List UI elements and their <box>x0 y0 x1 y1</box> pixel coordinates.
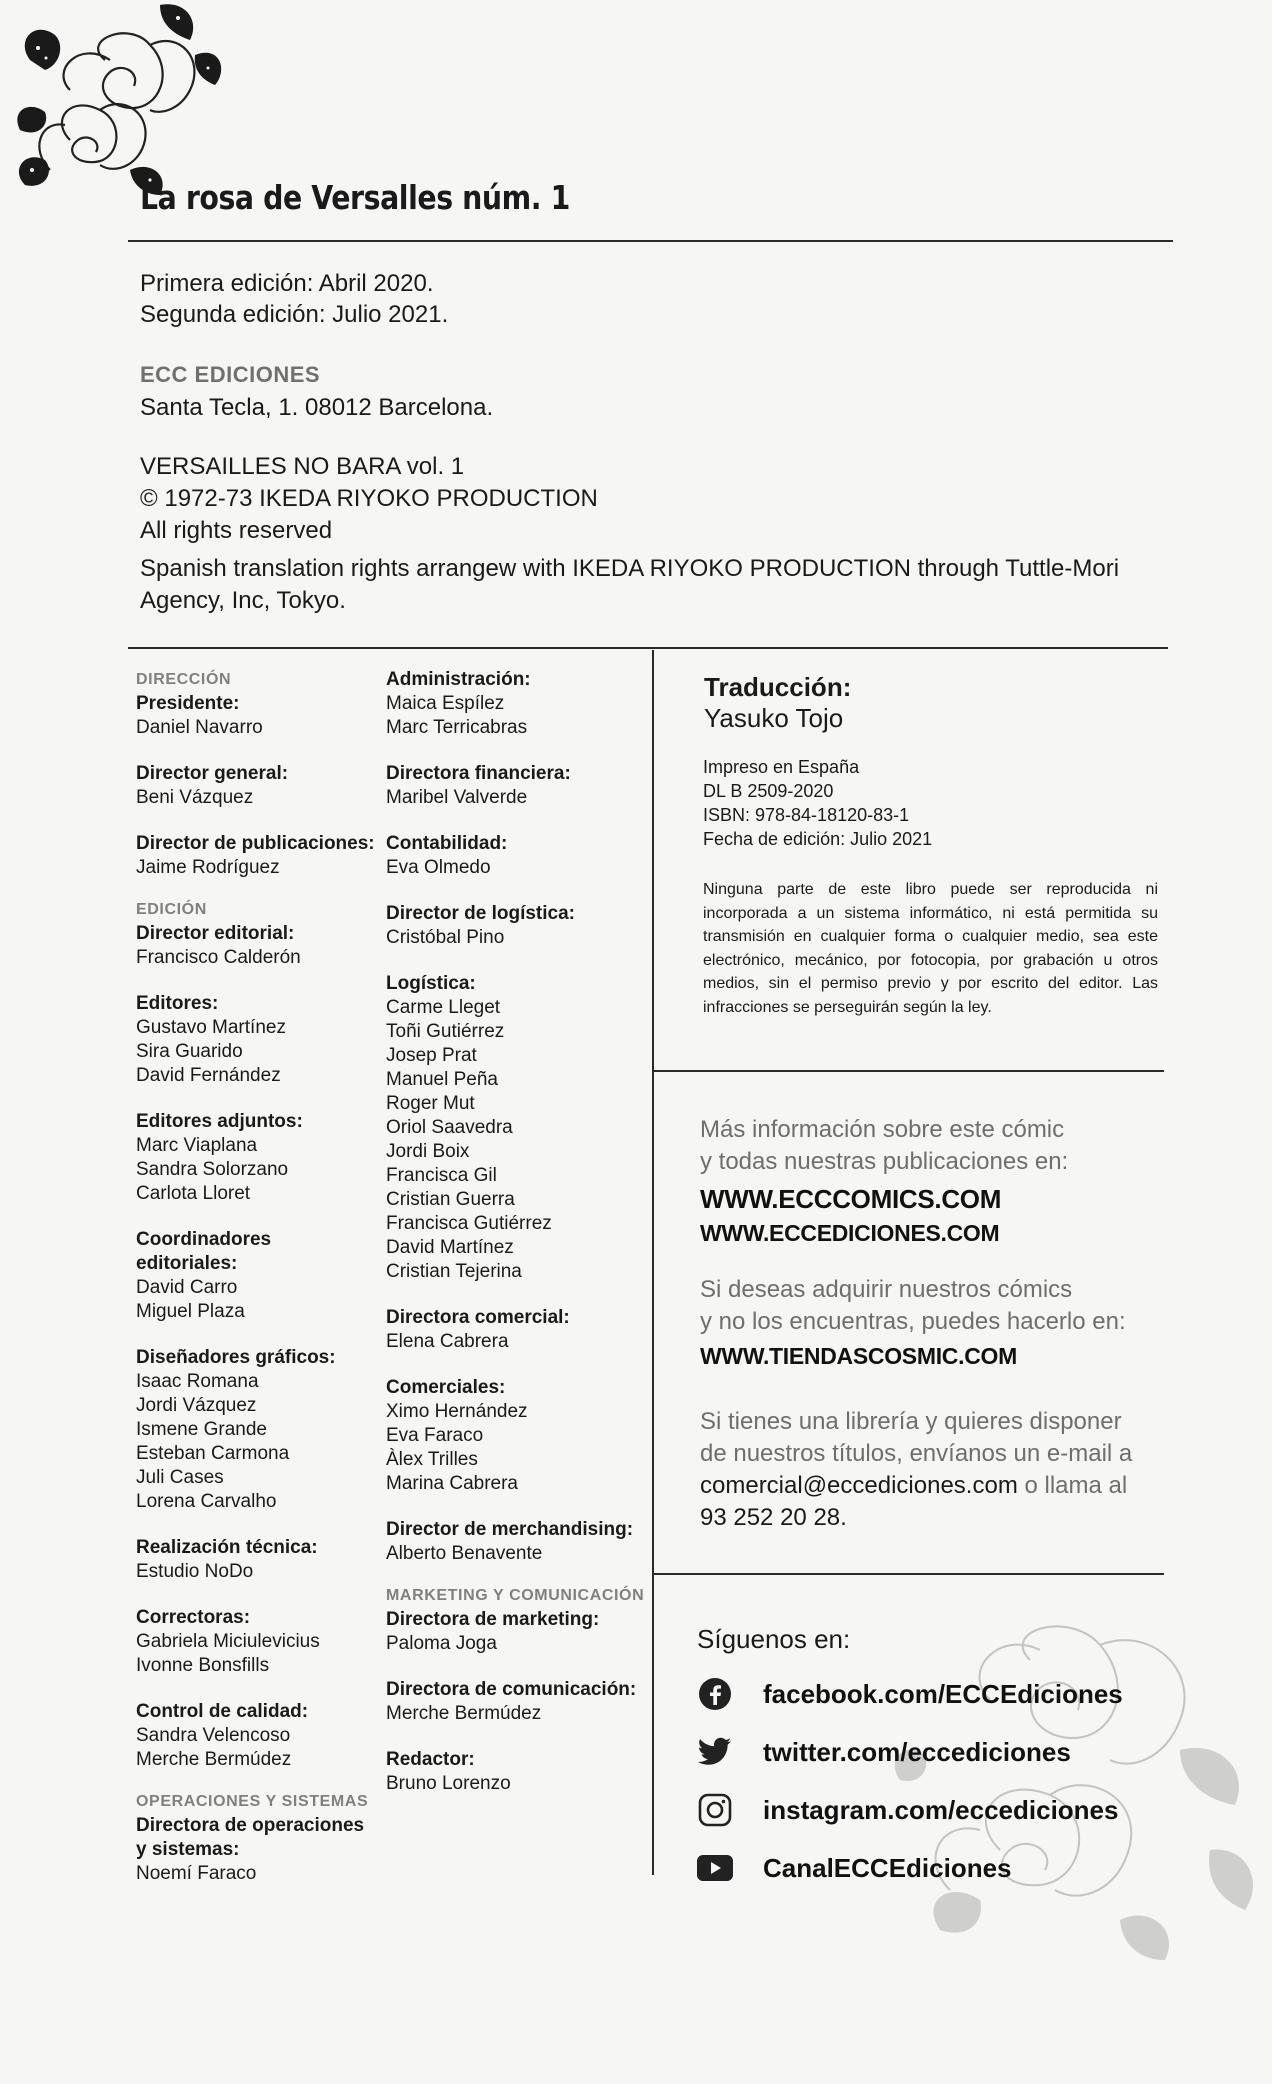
name-logistica: Francisca Gutiérrez <box>386 1213 552 1234</box>
name-logistica: Josep Prat <box>386 1045 477 1066</box>
role-director-merchandising: Director de merchandising: <box>386 1519 634 1540</box>
name-correctora: Ivonne Bonsfills <box>136 1655 270 1676</box>
role-redactor: Redactor: <box>386 1749 475 1770</box>
publisher-address: Santa Tecla, 1. 08012 Barcelona. <box>140 394 494 421</box>
twitter-label: twitter.com/eccediciones <box>763 1736 1071 1767</box>
second-edition: Segunda edición: Julio 2021. <box>140 301 449 328</box>
section-operaciones: OPERACIONES Y SISTEMAS <box>136 1793 369 1810</box>
shop-info-line-2: de nuestros títulos, envíanos un e-mail a <box>700 1440 1133 1467</box>
shop-info-line-3 <box>700 1470 1127 1502</box>
role-directora-comercial: Directora comercial: <box>386 1307 570 1328</box>
publisher-name: ECC EDICIONES <box>140 362 321 387</box>
name-redactor: Bruno Lorenzo <box>386 1773 511 1794</box>
youtube-icon <box>697 1850 733 1886</box>
role-editores-adjuntos: Editores adjuntos: <box>136 1111 303 1132</box>
name-logistica: Cristian Tejerina <box>386 1261 522 1282</box>
section-divider <box>128 647 1168 649</box>
social-youtube[interactable] <box>697 1848 1012 1888</box>
social-facebook[interactable] <box>697 1674 1123 1714</box>
role-comerciales: Comerciales: <box>386 1377 506 1398</box>
isbn: ISBN: 978-84-18120-83-1 <box>703 805 910 825</box>
name-director-general: Beni Vázquez <box>136 787 254 808</box>
name-disenador: Jordi Vázquez <box>136 1395 257 1416</box>
name-disenador: Esteban Carmona <box>136 1443 290 1464</box>
role-control-calidad: Control de calidad: <box>136 1701 309 1722</box>
role-contabilidad: Contabilidad: <box>386 833 508 854</box>
name-logistica: Carme Lleget <box>386 997 501 1018</box>
name-director-merchandising: Alberto Benavente <box>386 1543 543 1564</box>
name-editor-adjunto: Marc Viaplana <box>136 1135 258 1156</box>
credits-column-2 <box>386 668 646 1818</box>
buy-info-line-2: y no los encuentras, puedes hacerlo en: <box>700 1308 1126 1335</box>
name-disenador: Isaac Romana <box>136 1371 259 1392</box>
tiendascosmic-link[interactable]: WWW.TIENDASCOSMIC.COM <box>700 1343 1017 1369</box>
instagram-icon <box>697 1792 733 1828</box>
facebook-icon <box>697 1676 733 1712</box>
name-logistica: Manuel Peña <box>386 1069 498 1090</box>
name-editor: Sira Guarido <box>136 1041 243 1062</box>
name-disenador: Juli Cases <box>136 1467 224 1488</box>
legal-deposit: DL B 2509-2020 <box>703 781 834 801</box>
role-realizacion-tecnica: Realización técnica: <box>136 1537 318 1558</box>
role-editores: Editores: <box>136 993 219 1014</box>
youtube-label: CanalECCEdiciones <box>763 1852 1012 1883</box>
name-editor: Gustavo Martínez <box>136 1017 286 1038</box>
printing-info <box>703 755 932 851</box>
instagram-label: instagram.com/eccediciones <box>763 1794 1119 1825</box>
name-comercial: Àlex Trilles <box>386 1449 478 1470</box>
right-divider-1 <box>652 1070 1164 1072</box>
name-directora-financiera: Maribel Valverde <box>386 787 528 808</box>
more-info-line-2: y todas nuestras publicaciones en: <box>700 1148 1069 1175</box>
first-edition: Primera edición: Abril 2020. <box>140 270 434 297</box>
name-logistica: Toñi Gutiérrez <box>386 1021 505 1042</box>
name-administracion: Marc Terricabras <box>386 717 528 738</box>
printed-in: Impreso en España <box>703 757 860 777</box>
role-director-logistica: Director de logística: <box>386 903 575 924</box>
role-director-general: Director general: <box>136 763 289 784</box>
buy-info-line-1: Si deseas adquirir nuestros cómics <box>700 1276 1073 1303</box>
role-disenadores: Diseñadores gráficos: <box>136 1347 336 1368</box>
email-link[interactable]: comercial@eccediciones.com <box>700 1472 1018 1499</box>
name-control-calidad: Merche Bermúdez <box>136 1749 292 1770</box>
more-info-line-1: Más información sobre este cómic <box>700 1116 1065 1143</box>
name-logistica: Jordi Boix <box>386 1141 470 1162</box>
role-coordinadores: Coordinadores editoriales: <box>136 1229 272 1274</box>
name-presidente: Daniel Navarro <box>136 717 263 738</box>
name-logistica: Oriol Saavedra <box>386 1117 513 1138</box>
translation-rights-cont: Agency, Inc, Tokyo. <box>140 587 346 614</box>
role-director-editorial: Director editorial: <box>136 923 295 944</box>
name-administracion: Maica Espílez <box>386 693 505 714</box>
role-directora-comunicacion: Directora de comunicación: <box>386 1679 637 1700</box>
name-control-calidad: Sandra Velencoso <box>136 1725 291 1746</box>
name-disenador: Ismene Grande <box>136 1419 267 1440</box>
role-administracion: Administración: <box>386 669 531 690</box>
role-directora-operaciones: Directora de operaciones y sistemas: <box>136 1815 365 1860</box>
role-correctoras: Correctoras: <box>136 1607 251 1628</box>
section-marketing: MARKETING Y COMUNICACIÓN <box>386 1587 645 1604</box>
role-directora-marketing: Directora de marketing: <box>386 1609 600 1630</box>
name-correctora: Gabriela Miciulevicius <box>136 1631 320 1652</box>
right-divider-2 <box>652 1573 1164 1575</box>
name-director-editorial: Francisco Calderón <box>136 947 301 968</box>
name-contabilidad: Eva Olmedo <box>386 857 491 878</box>
name-editor-adjunto: Carlota Lloret <box>136 1183 251 1204</box>
name-director-publicaciones: Jaime Rodríguez <box>136 857 280 878</box>
name-directora-marketing: Paloma Joga <box>386 1633 497 1654</box>
name-disenador: Lorena Carvalho <box>136 1491 277 1512</box>
credits-column-1 <box>136 668 376 1908</box>
name-realizacion-tecnica: Estudio NoDo <box>136 1561 254 1582</box>
eccediciones-link[interactable]: WWW.ECCEDICIONES.COM <box>700 1220 1000 1246</box>
name-coordinador: David Carro <box>136 1277 238 1298</box>
role-directora-financiera: Directora financiera: <box>386 763 571 784</box>
translator-name: Yasuko Tojo <box>704 703 844 733</box>
role-director-publicaciones: Director de publicaciones: <box>136 833 375 854</box>
social-instagram[interactable] <box>697 1790 1118 1830</box>
shop-info-line-1: Si tienes una librería y quieres disponer <box>700 1408 1122 1435</box>
name-logistica: David Martínez <box>386 1237 514 1258</box>
edition-date: Fecha de edición: Julio 2021 <box>703 829 933 849</box>
name-comercial: Eva Faraco <box>386 1425 484 1446</box>
role-logistica: Logística: <box>386 973 476 994</box>
name-comercial: Marina Cabrera <box>386 1473 518 1494</box>
name-coordinador: Miguel Plaza <box>136 1301 245 1322</box>
name-directora-operaciones: Noemí Faraco <box>136 1863 257 1884</box>
name-logistica: Roger Mut <box>386 1093 475 1114</box>
section-edicion: EDICIÓN <box>136 901 207 918</box>
call-text: o llama al <box>1017 1472 1128 1499</box>
follow-heading: Síguenos en: <box>697 1624 851 1654</box>
book-title: La rosa de Versalles núm. 1 <box>140 178 570 217</box>
translation-heading: Traducción: <box>704 672 852 702</box>
twitter-icon <box>697 1734 733 1770</box>
legal-notice: Ninguna parte de este libro puede ser reproducida ni incorporada a un sistema informático, ni está permitida su transmisión en cualquier forma o cualquier medio, sea este electrónico, mecánico, por fotocopia, por grabación u otros medios, sin el permiso previo y por escrito del editor. Las infracciones se perseguirán según la ley. <box>703 881 1158 1016</box>
original-title: VERSAILLES NO BARA vol. 1 <box>140 453 465 480</box>
copyright-line: © 1972-73 IKEDA RIYOKO PRODUCTION <box>140 485 598 512</box>
social-twitter[interactable] <box>697 1732 1071 1772</box>
role-presidente: Presidente: <box>136 693 240 714</box>
name-logistica: Francisca Gil <box>386 1165 497 1186</box>
name-comercial: Ximo Hernández <box>386 1401 528 1422</box>
section-direccion: DIRECCIÓN <box>136 671 232 688</box>
name-directora-comercial: Elena Cabrera <box>386 1331 509 1352</box>
phone-number: 93 252 20 28. <box>700 1504 847 1531</box>
name-editor-adjunto: Sandra Solorzano <box>136 1159 289 1180</box>
column-divider <box>652 650 654 1875</box>
translation-rights: Spanish translation rights arrangew with IKEDA RIYOKO PRODUCTION through Tuttle-Mori <box>140 555 1120 582</box>
ecccomics-link[interactable]: WWW.ECCCOMICS.COM <box>700 1184 1002 1214</box>
name-director-logistica: Cristóbal Pino <box>386 927 505 948</box>
facebook-label: facebook.com/ECCEdiciones <box>763 1678 1123 1709</box>
name-logistica: Cristian Guerra <box>386 1189 515 1210</box>
rights-reserved: All rights reserved <box>140 517 333 544</box>
name-directora-comunicacion: Merche Bermúdez <box>386 1703 542 1724</box>
name-editor: David Fernández <box>136 1065 281 1086</box>
title-divider <box>128 240 1173 242</box>
